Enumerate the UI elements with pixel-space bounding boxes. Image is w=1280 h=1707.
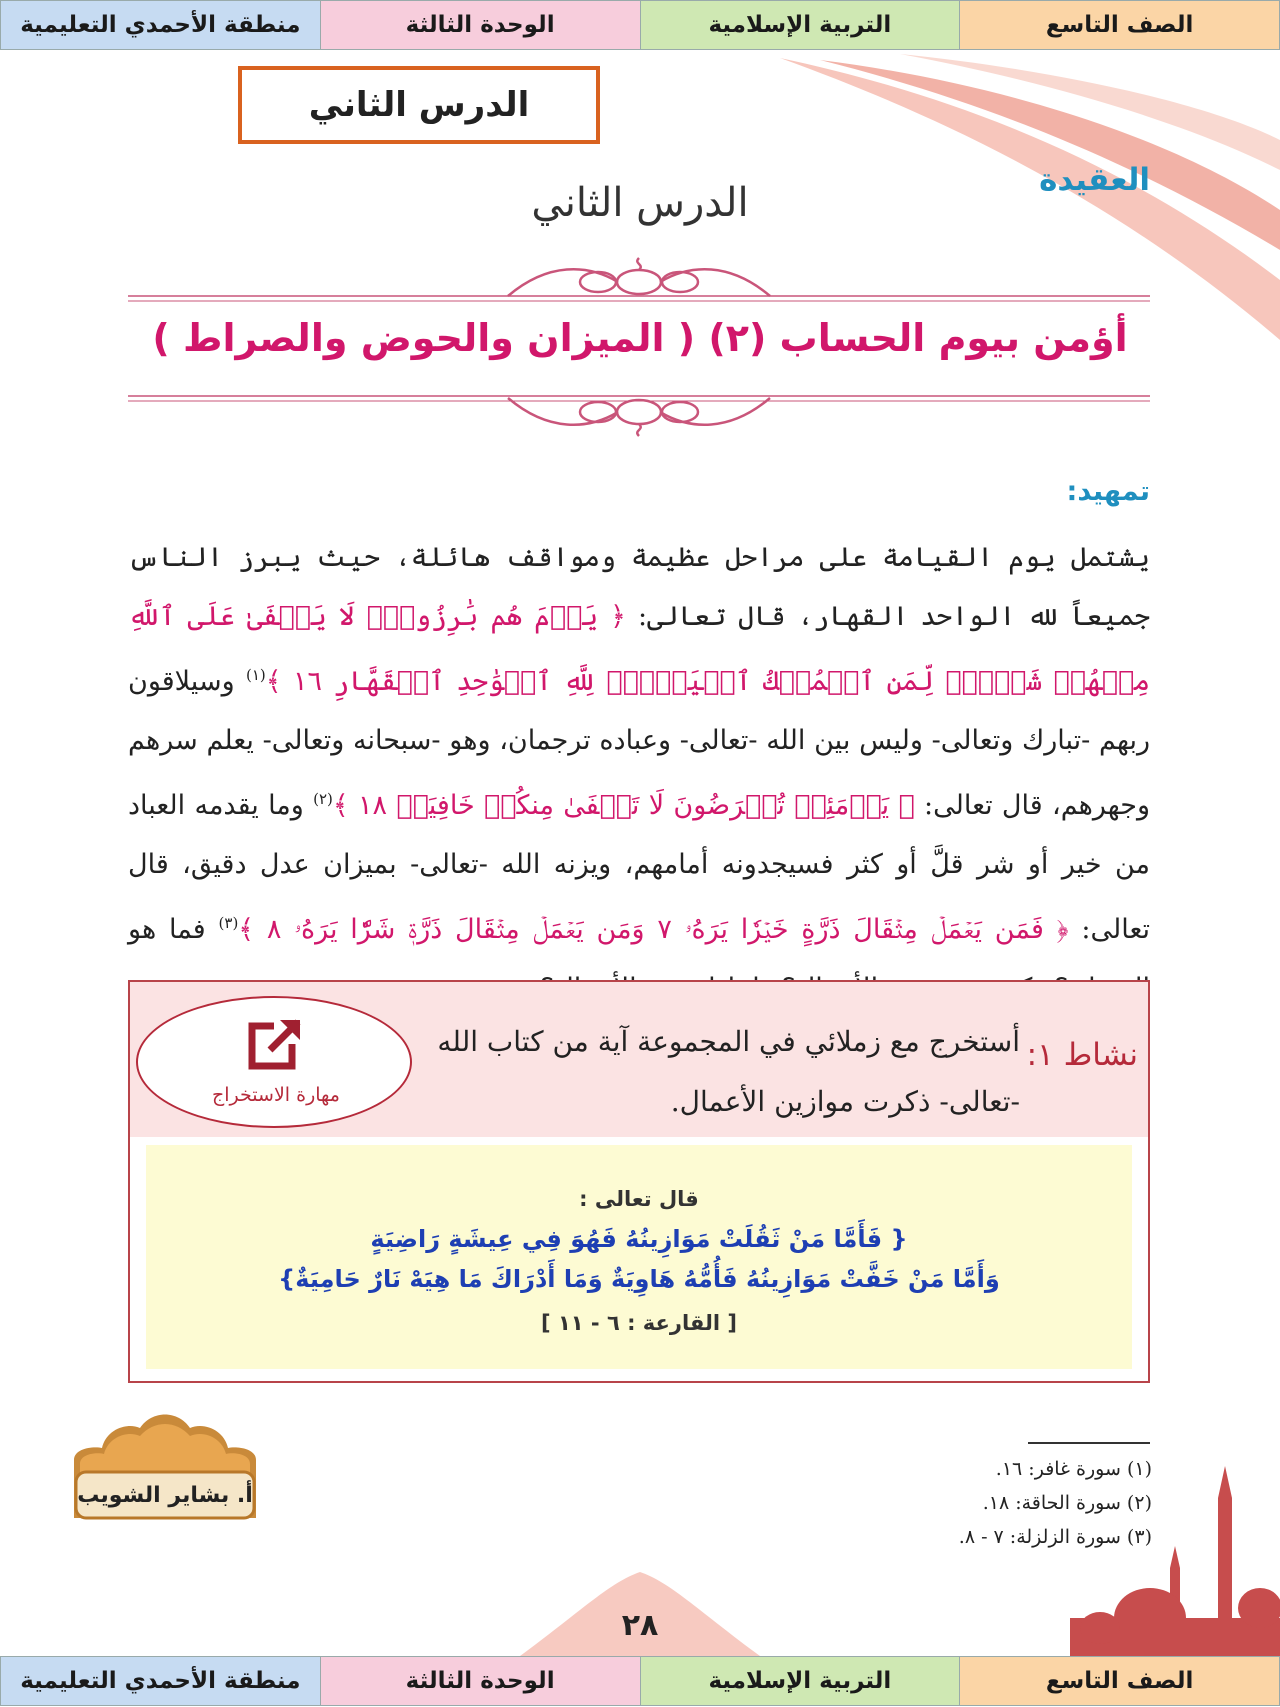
- para-text-2: وسيلاقون ربهم -تبارك وتعالى- وليس بين الله -تعالى- وعباده ترجمان، وهو -سبحانه وتعالى- يعلم سرهم وجهرهم، قال تعالى:: [128, 666, 1150, 821]
- footer-bar: [0, 1656, 1280, 1706]
- footer-subject: التربية الإسلامية: [640, 1657, 960, 1705]
- answer-heading: قال تعالى :: [579, 1187, 699, 1211]
- ornament-divider-bottom: [128, 388, 1150, 444]
- lesson-label-box: الدرس الثاني: [238, 66, 600, 144]
- author-name: أ. بشاير الشويب: [77, 1483, 253, 1508]
- footnote-ref-2: (٢): [313, 790, 333, 808]
- footer-district: منطقة الأحمدي التعليمية: [1, 1657, 320, 1705]
- header-district: منطقة الأحمدي التعليمية: [1, 1, 320, 49]
- page-number: ٢٨: [621, 1608, 659, 1643]
- footnote-ref-1: (١): [246, 666, 266, 684]
- para-text-4: فما هو: [128, 914, 206, 945]
- footnote-2: (٢) سورة الحاقة: ١٨.: [982, 1492, 1152, 1514]
- answer-box: [146, 1145, 1132, 1369]
- lesson-subtitle: الدرس الثاني: [531, 180, 749, 226]
- footer-grade: الصف التاسع: [959, 1657, 1279, 1705]
- activity-text: أستخرج مع زملائي في المجموعة آية من كتاب الله -تعالى- ذكرت موازين الأعمال.: [437, 1025, 1020, 1118]
- header-subject: التربية الإسلامية: [640, 1, 960, 49]
- activity-label: نشاط ١:: [1026, 1037, 1138, 1073]
- footnote-3: (٣) سورة الزلزلة: ٧ - ٨.: [958, 1526, 1152, 1548]
- activity-box: [128, 980, 1150, 1139]
- footnote-ref-3: (٣): [218, 914, 239, 932]
- lesson-title: أؤمن بيوم الحساب (٢) ( الميزان والحوض والصراط ): [152, 316, 1128, 360]
- verse-ghafir: ﴿ يَوۡمَ هُم بَٰرِزُونَۖ لَا يَخۡفَىٰ عَلَى ٱللَّهِ مِنۡهُمۡ شَيۡءٞۚ لِّمَنِ ٱلۡمُلۡكُ ٱلۡيَوۡمَۖ لِلَّهِ ٱلۡوَٰحِدِ ٱلۡقَهَّارِ ١٦ ﴾: [128, 601, 1151, 697]
- para-text-1: يشتمل يوم القيامة على مراحل عظيمة ومواقف هائلة، حيث يبرز الناس جميعاً لله الواحد القهار، قال تعالى:: [128, 542, 1150, 632]
- intro-label: تمهيد:: [1066, 476, 1150, 507]
- external-link-icon: [248, 1016, 304, 1072]
- answer-reference: [ القارعة : ٦ - ١١ ]: [541, 1311, 737, 1335]
- header-bar: [0, 0, 1280, 50]
- para-text-3: وما يقدمه العباد من خير أو شر قلَّ أو كثر فسيجدونه أمامهم، ويزنه الله -تعالى- بميزان عدل دقيق، قال تعالى:: [128, 790, 1150, 945]
- footnote-rule: [1028, 1442, 1150, 1444]
- section-heading: العقيدة: [1039, 162, 1150, 198]
- footnote-1: (١) سورة غافر: ١٦.: [995, 1458, 1152, 1480]
- author-badge: [66, 1408, 264, 1524]
- skill-label: مهارة الاستخراج: [212, 1084, 340, 1106]
- ornament-divider-top: [128, 252, 1150, 308]
- skill-badge: [136, 996, 412, 1128]
- header-grade: الصف التاسع: [959, 1, 1279, 49]
- answer-frame: [128, 1137, 1150, 1383]
- verse-zalzala: ﴿ فَمَن يَعۡمَلۡ مِثۡقَالَ ذَرَّةٍ خَيۡرٗا يَرَهُۥ ٧ وَمَن يَعۡمَلۡ مِثۡقَالَ ذَرَّةٖ شَرّٗا يَرَهُۥ ٨ ﴾: [238, 914, 1069, 945]
- answer-verse-line-1: { فَأَمَّا مَنْ ثَقُلَتْ مَوَازِينُهُ فَهُوَ فِي عِيشَةٍ رَاضِيَةٍ: [370, 1225, 908, 1253]
- answer-verse-line-2: وَأَمَّا مَنْ خَفَّتْ مَوَازِينُهُ فَأُمُّهُ هَاوِيَةٌ وَمَا أَدْرَاكَ مَا هِيَهْ نَارٌ حَامِيَةٌ}: [278, 1265, 1000, 1293]
- verse-haqqa: ﴿ يَوۡمَئِذٖ تُعۡرَضُونَ لَا تَخۡفَىٰ مِنكُمۡ خَافِيَةٞ ١٨ ﴾: [332, 790, 915, 821]
- intro-paragraph: [128, 528, 1150, 1018]
- header-unit: الوحدة الثالثة: [320, 1, 640, 49]
- footer-unit: الوحدة الثالثة: [320, 1657, 640, 1705]
